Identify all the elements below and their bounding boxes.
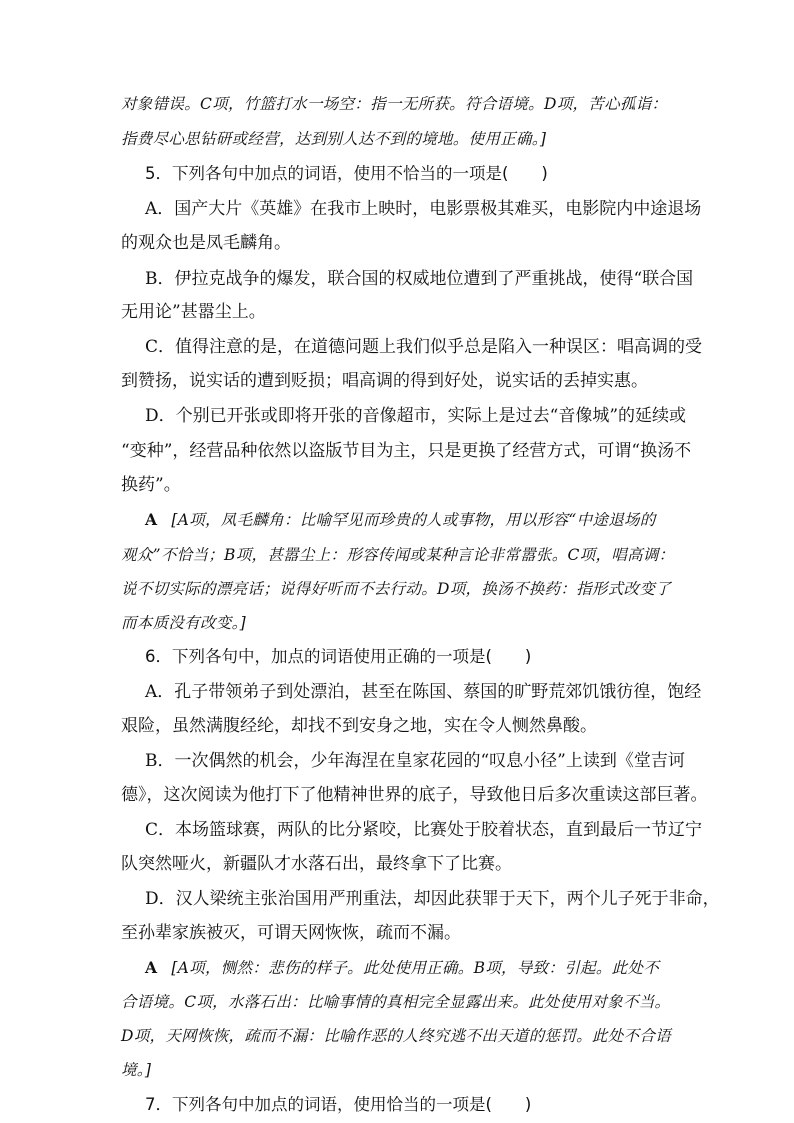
answer-5-text: [A项，凤毛麟角：比喻罕见而珍贵的人或事物，用以形容“中途退场的 [171, 511, 656, 529]
option-5d-line: D．个别已开张或即将开张的音像超市，实际上是过去“音像城”的延续或 [145, 406, 687, 426]
option-6a-line: A．孔子带领弟子到处漂泊，甚至在陈国、蔡国的旷野荒郊饥饿彷徨，饱经 [145, 682, 702, 702]
explanation-line: 对象错误。C项，竹篮打水一场空：指一无所获。符合语境。D项，苦心孤诣： [121, 95, 668, 113]
option-6a-line: 艰险，虽然满腹经纶，却找不到安身之地，实在令人恻然鼻酸。 [121, 716, 597, 736]
explanation-line: 指费尽心思钻研或经营，达到别人达不到的境地。使用正确。] [121, 130, 547, 148]
option-6d-line: D．汉人梁统主张治国用严刑重法，却因此获罪于天下，两个儿子死于非命， [145, 889, 720, 909]
option-6b-line: 德》，这次阅读为他打下了他精神世界的底子，导致他日后多次重读这部巨著。 [121, 785, 708, 805]
question-7-stem: 7．下列各句中加点的词语，使用恰当的一项是( ) [145, 1095, 532, 1114]
answer-6-text: [A项，恻然：悲伤的样子。此处使用正确。B项，导致：引起。此处不 [171, 959, 660, 977]
answer-letter: A [145, 958, 158, 977]
answer-6-line [145, 957, 659, 979]
question-6-stem: 6．下列各句中，加点的词语使用正确的一项是( ) [145, 647, 532, 666]
answer-5-line: 说不切实际的漂亮话；说得好听而不去行动。D项，换汤不换药：指形式改变了 [121, 580, 671, 598]
option-5c-line: C．值得注意的是，在道德问题上我们似乎总是陷入一种误区：唱高调的受 [145, 337, 703, 357]
option-6c-line: C．本场篮球赛，两队的比分紧咬，比赛处于胶着状态，直到最后一节辽宁 [145, 820, 703, 840]
answer-6-line: 境。] [121, 1061, 152, 1079]
answer-6-line: 合语境。C项，水落石出：比喻事情的真相完全显露出来。此处使用对象不当。 [121, 993, 671, 1011]
option-5b-line: B．伊拉克战争的爆发，联合国的权威地位遭到了严重挑战，使得“联合国 [145, 269, 694, 289]
option-5a-line: 的观众也是凤毛麟角。 [121, 233, 291, 253]
option-6b-line: B．一次偶然的机会，少年海涅在皇家花园的“叹息小径”上读到《堂吉诃 [145, 751, 685, 771]
answer-5-line: 而本质没有改变。] [121, 614, 246, 632]
answer-5-line [145, 509, 656, 531]
answer-letter: A [145, 510, 158, 529]
option-5d-line: “变种”，经营品种依然以盗版节目为主，只是更换了经营方式，可谓“换汤不 [121, 441, 692, 461]
option-5b-line: 无用论”甚嚣尘上。 [121, 302, 266, 322]
option-6c-line: 队突然哑火，新疆队才水落石出，最终拿下了比赛。 [121, 854, 512, 874]
option-5d-line: 换药”。 [121, 475, 181, 495]
option-5c-line: 到赞扬，说实话的遭到贬损；唱高调的得到好处，说实话的丢掉实惠。 [121, 371, 648, 391]
option-5a-line: A．国产大片《英雄》在我市上映时，电影票极其难买，电影院内中途退场 [145, 199, 702, 219]
question-5-stem: 5．下列各句中加点的词语，使用不恰当的一项是( ) [145, 164, 548, 183]
option-6d-line: 至孙辈家族被灭，可谓天网恢恢，疏而不漏。 [121, 923, 461, 943]
answer-6-line: D项，天网恢恢，疏而不漏：比喻作恶的人终究逃不出天道的惩罚。此处不合语 [121, 1027, 671, 1045]
answer-5-line: 观众”不恰当；B项，甚嚣尘上：形容传闻或某种言论非常嚣张。C项，唱高调： [121, 546, 675, 564]
